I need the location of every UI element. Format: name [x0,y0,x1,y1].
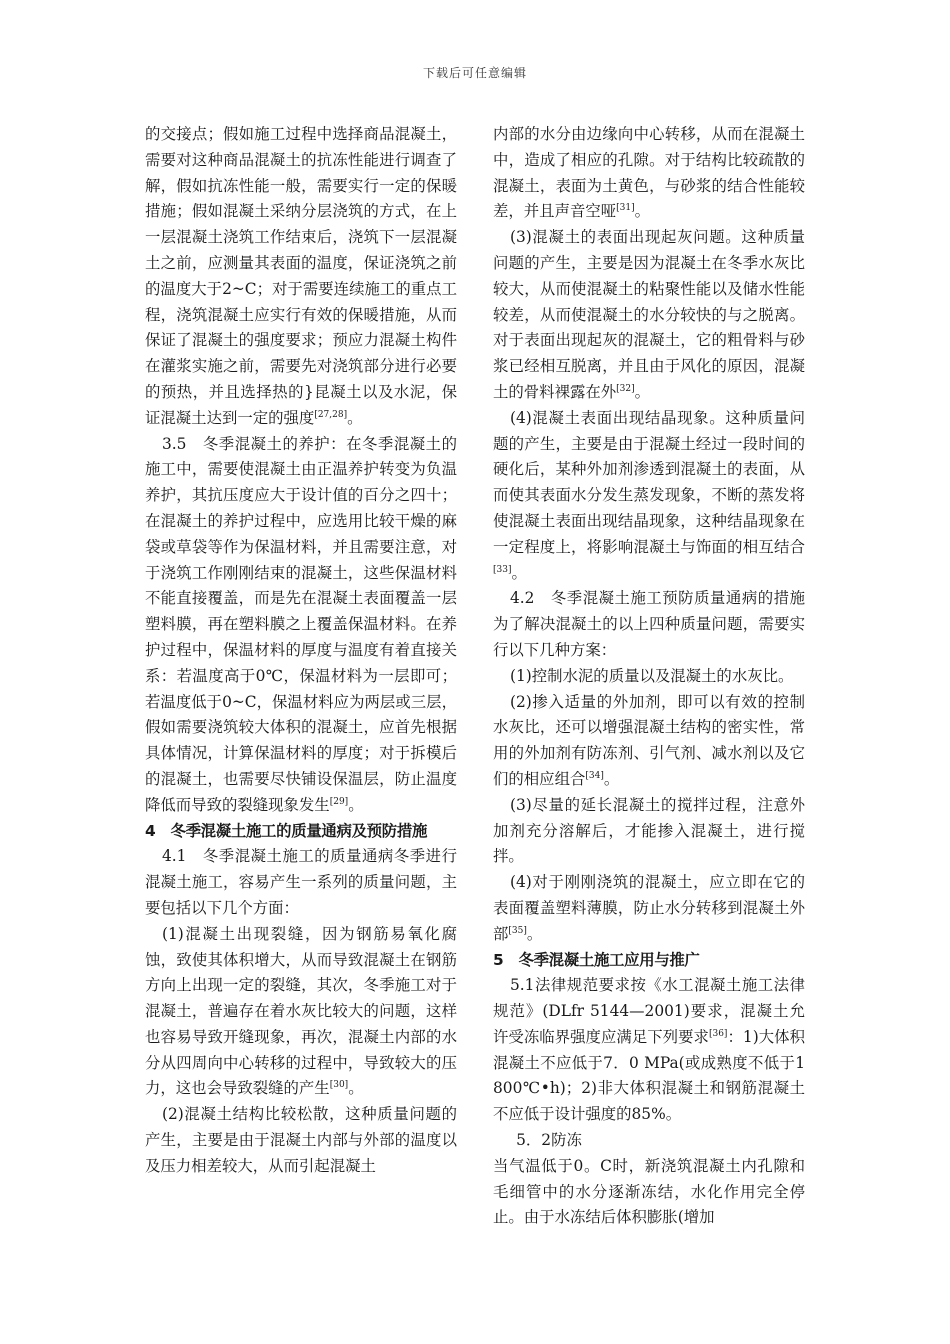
citation: [34] [585,770,604,781]
page-header: 下载后可任意编辑 [422,66,527,80]
paragraph [145,122,457,432]
paragraph-text: (2)掺入适量的外加剂，即可以有效的控制水灰比，还可以增强混凝土结构的密实性，常用的外加剂有防冻剂、引气剂、减水剂以及它们的相应组合 [493,692,805,788]
paragraph-text: (1)混凝土出现裂缝，因为钢筋易氧化腐蚀，致使其体积增大，从而导致混凝土在钢筋方向上出现一定的裂缝，其次，冬季施工对于混凝土，普遍存在着水灰比较大的问题，这样也容易导致开缝现象，再次，混凝土内部的水分从四周向中心转移的过程中，导致较大的压力，这也会导致裂缝的产生 [145,924,457,1098]
paragraph-text: 5．2防冻 [516,1131,582,1150]
citation: [32] [616,383,635,394]
paragraph-tail: 。 [347,408,363,427]
paragraph-text: (1)控制水泥的质量以及混凝土的水灰比。 [509,666,794,685]
paragraph [493,690,805,793]
paragraph [493,225,805,406]
paragraph-tail: 。 [348,1079,364,1098]
paragraph [493,1154,805,1231]
paragraph [493,664,805,690]
paragraph-text: (3)混凝土的表面出现起灰问题。这种质量问题的产生，主要是因为混凝土在冬季水灰比较大，从而使混凝土的粘聚性能以及储水性能较差，从而使混凝土的水分较快的与之脱离。对于表面出现起灰的混凝土，它的粗骨料与砂浆已经相互脱离，并且由于风化的原因，混凝土的骨料裸露在外 [493,228,805,401]
paragraph-text: (3)尽量的延长混凝土的搅拌过程，注意外加剂充分溶解后，才能掺入混凝土，进行搅拌。 [493,795,805,866]
citation: [36] [708,1028,728,1039]
citation: [33] [493,564,512,575]
paragraph [145,922,457,1103]
left-column [145,122,457,1180]
paragraph-text: 5.1法律规范要求按《水工混凝土施工法律规范》(DLfr 5144—2001)要求，混凝土允许受冻临界强度应满足下列要求 [493,976,805,1046]
paragraph-text: (2)混凝土结构比较松散，这种质量问题的产生，主要是由于混凝土内部与外部的温度以及压力相差较大，从而引起混凝土 [145,1105,457,1175]
paragraph-tail: 。 [603,769,620,788]
paragraph-text: 4.1 冬季混凝土施工的质量通病冬季进行混凝土施工，容易产生一系列的质量问题，主要包括以下几个方面： [145,847,457,917]
paragraph-text: 的交接点；假如施工过程中选择商品混凝土，需要对这种商品混凝土的抗冻性能进行调查了解，假如抗冻性能一般，需要实行一定的保暖措施；假如混凝土采纳分层浇筑的方式，在上一层混凝土浇筑工作结束后，浇筑下一层混凝土之前，应测量其表面的温度，保证浇筑之前的温度大于2~C；对于需要连续施工的重点工程，浇筑混凝土应实行有效的保暖措施，从而保证了混凝土的强度要求；预应力混凝土构件在灌浆实施之前，需要先对浇筑部分进行必要的预热，并且选择热的}昆凝土以及水泥，保证混凝土达到一定的强度 [145,125,457,427]
paragraph-text: 当气温低于0。C时，新浇筑混凝土内孔隙和毛细管中的水分逐渐冻结，水化作用完全停止。由于水冻结后体积膨胀(增加 [493,1156,805,1227]
citation: [27,28] [314,409,348,420]
paragraph-text: 内部的水分由边缘向中心转移，从而在混凝土中，造成了相应的孔隙。对于结构比较疏散的混凝土，表面为土黄色，与砂浆的结合性能较差，并且声音空哑 [493,125,805,221]
citation: [31] [616,203,635,214]
subsection-heading [493,1128,805,1154]
paragraph-text: (4)对于刚刚浇筑的混凝土，应立即在它的表面覆盖塑料薄膜，防止水分转移到混凝土外部 [493,873,805,943]
paragraph-tail: 。 [634,382,651,401]
paragraph-text: 3.5 冬季混凝土的养护：在冬季混凝土的施工中，需要使混凝土由正温养护转变为负温养护，其抗压度应大于设计值的百分之四十；在混凝土的养护过程中，应选用比较干燥的麻袋或草袋等作为保温材料，并且需要注意，对于浇筑工作刚刚结束的混凝土，这些保温材料不能直接覆盖，而是先在混凝土表面覆盖一层塑料膜，再在塑料膜之上覆盖保温材料。在养护过程中，保温材料的厚度与温度有着直接关系：若温度高于0℃，保温材料为一层即可；若温度低于0~C，保温材料应为两层或三层，假如需要浇筑较大体积的混凝土，应首先根据具体情况，计算保温材料的厚度；对于拆模后的混凝土，也需要尽快铺设保温层，防止温度降低而导致的裂缝现象发生 [145,434,457,814]
paragraph [145,432,457,819]
paragraph-tail: 。 [634,202,651,221]
paragraph-text: (4)混凝土表面出现结晶现象。这种质量问题的产生，主要是由于混凝土经过一段时间的硬化后，某种外加剂渗透到混凝土的表面，从而使其表面水分发生蒸发现象，不断的蒸发将使混凝土表面出现结晶现象，这种结晶现象在一定程度上，将影响混凝土与饰面的相互结合 [493,408,805,556]
paragraph-tail: ：1)大体积混凝土不应低于7．0 MPa(或成熟度不低于1 800℃•h)；2)非大体积混凝土和钢筋混凝土不应低于设计强度的85%。 [493,1027,805,1124]
paragraph [145,1102,457,1179]
paragraph [145,844,457,921]
paragraph [493,406,805,587]
paragraph-tail: 。 [348,795,364,814]
citation: [35] [508,925,527,936]
paragraph [493,586,805,663]
paragraph-tail: 。 [511,563,527,582]
paragraph-text: 4.2 冬季混凝土施工预防质量通病的措施为了解决混凝土的以上四种质量问题，需要实行以下几种方案： [493,589,805,659]
paragraph [493,870,805,947]
paragraph-tail: 。 [526,924,543,943]
section-heading: 4 冬季混凝土施工的质量通病及预防措施 [145,821,428,840]
citation: [29] [329,796,349,807]
paragraph [493,973,805,1128]
right-column [493,122,805,1231]
citation: [30] [329,1080,349,1091]
section-heading: 5 冬季混凝土施工应用与推广 [493,950,700,969]
paragraph [493,793,805,870]
paragraph [493,122,805,225]
